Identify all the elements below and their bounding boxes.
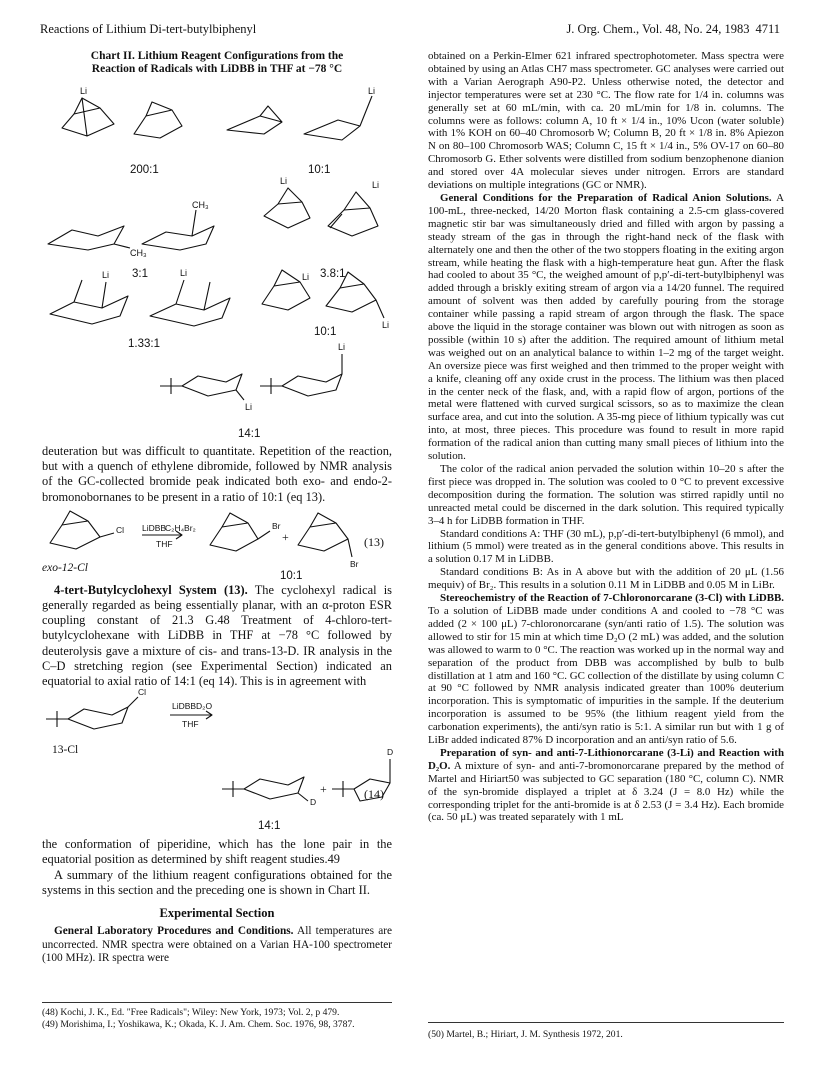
- paragraph: [428, 192, 784, 463]
- run-in-heading: Stereochemistry of the Reaction of 7-Chloronorcarane (3-Cl) with LiDBB.: [440, 592, 784, 605]
- ratio-label: 14:1: [238, 428, 261, 440]
- paragraph-body: The cyclohexyl radical is generally regarded as being essentially planar, with an α-proton ESR coupling constant of 21.3 G.48 Treatment of 4-chloro-tert-butylcyclohexane with LiDBB in THF at −78 °C followed by deuterolysis gave a mixture of cis- and trans-13-D. IR analysis in the C–D stretching region (see Experimental Section) indicated an equatorial to axial ratio of 14:1 (eq 14). This is in agreement with: [42, 582, 393, 689]
- right-column: [428, 50, 784, 824]
- li-label: Li: [80, 86, 88, 96]
- tert-butylcyclohexane-structure: [260, 354, 342, 396]
- paragraph: deuteration but was difficult to quantitate. Repetition of the reaction, but with a quench of ethylene dibromide, followed by NMR analysis of the GC-collected bromide peak indicated both exo- and endo-2-bromonobornanes to be present in a ratio of 10:1 (eq 13).: [42, 444, 392, 504]
- paragraph: Standard conditions B: As in A above but with the addition of 20 μL (1.56 mequiv) of Br₂. This results in a solution 0.11 M in LiDBB and 0.05 M in LiBr.: [428, 566, 784, 592]
- compound-label: exo-12-Cl: [42, 561, 88, 574]
- footnote-48: (48) Kochi, J. K., Ed. "Free Radicals"; Wiley: New York, 1973; Vol. 2, p 479.: [42, 1007, 340, 1018]
- plus-sign: +: [320, 782, 327, 797]
- paragraph-body: To a solution of LiDBB made under conditions A and cooled to −78 °C was added (2 × 100 μL) 7-chloronorcarane (syn/anti ratio of 1.5). The solution was allowed to stir for 15 min at which time D₂O (2 mL) was added, and the solution was allowed to warm to 0 °C. The reaction was worked up in the normal way and separation of the product from DBB was accomplished by bulb to bulb distillation at 1 atm and 160 °C. GC collection of the distillate by using column C at 90 °C followed by NMR analysis indicated greater than 100% deuterium incorporation. This is symptomatic of impurities in the sample. If the deuterium incorporation is assumed to be 95% (the lithium reagent yield from the carbonation experiments), the anti/syn ratio is 5:1. A similar run but with 1 g of LiBr added indicated 87% D incorporation and an anti/syn ratio of 5.6.: [428, 604, 784, 747]
- run-in-heading: 4-tert-Butylcyclohexyl System (13).: [54, 582, 248, 597]
- li-label: Li: [302, 272, 310, 282]
- norbornane-structure: [62, 98, 114, 136]
- cl-label: Cl: [138, 687, 147, 698]
- br-label: Br: [350, 558, 359, 569]
- ch3-label: CH₃: [130, 248, 147, 258]
- chart-title-line-1: Chart II. Lithium Reagent Configurations from the: [90, 50, 344, 62]
- footnotes-right: [428, 1022, 784, 1041]
- paragraph-body: A mixture of syn- and anti-7-bromonorcarane prepared by the method of Martel and Hiriart50 was subjected to GC separation (180 °C, column C). NMR of the syn-bromide displayed a triplet at δ 3.24 (J = 8.0 Hz) while the corresponding triplet for the anti-bromide is at δ 2.53 (J = 3.4 Hz). Each bromide (ca. 50 μL) was treated separately with 1 mL: [428, 759, 784, 824]
- running-header: [40, 22, 780, 40]
- paragraph: [42, 583, 392, 689]
- equation-14: [42, 689, 392, 837]
- li-label: Li: [245, 402, 253, 412]
- footnote-49: (49) Morishima, I.; Yoshikawa, K.; Okada, K. J. Am. Chem. Soc. 1976, 98, 3787.: [42, 1018, 355, 1030]
- li-label: Li: [372, 180, 380, 190]
- ratio-label: 10:1: [314, 326, 337, 338]
- chart-title: [42, 50, 392, 76]
- cyclohexane-structure: [48, 226, 130, 250]
- chart-structures: [42, 76, 392, 444]
- li-label: Li: [382, 320, 390, 330]
- solvent-thf: THF: [182, 719, 199, 730]
- page-number: 4711: [755, 22, 780, 36]
- paragraph: [42, 925, 392, 965]
- equation-13-drawing: [42, 505, 392, 583]
- paragraph: the conformation of piperidine, which has the lone pair in the equatorial position as determined by shift reagent studies.49: [42, 837, 392, 867]
- reagent-lidbb: LiDBB: [142, 522, 167, 533]
- li-label: Li: [338, 342, 346, 352]
- benzonorbornene-structure: [50, 280, 128, 324]
- paragraph: A summary of the lithium reagent configurations obtained for the systems in this section and the preceding one is shown in Chart II.: [42, 867, 392, 897]
- header-journal-info: [560, 22, 780, 40]
- run-in-heading: General Conditions for the Preparation of Radical Anion Solutions.: [440, 191, 772, 204]
- ratio-label: 200:1: [130, 164, 159, 176]
- paragraph: [428, 592, 784, 747]
- reagent-lidbb: LiDBB: [172, 701, 197, 712]
- run-in-heading: Preparation of syn- and anti-7-Lithionorcarane (3-Li) and Reaction with D₂O.: [428, 746, 784, 772]
- plus-sign: +: [282, 529, 289, 544]
- paragraph-body: All temperatures are uncorrected. NMR spectra were obtained on a Varian HA-100 spectrometer (100 MHz). IR spectra were: [42, 925, 393, 965]
- br-label: Br: [272, 520, 281, 531]
- chart-title-line-2: Reaction of Radicals with LiDBB in THF at −78 °C: [91, 63, 343, 75]
- header-title: Reactions of Lithium Di-tert-butylbiphenyl: [40, 22, 257, 36]
- paragraph: Standard conditions A: THF (30 mL), p,p′-di-tert-butylbiphenyl (6 mmol), and lithium (5 mmol) were treated as in the general conditions above. This results in a solution 0.17 M in LiDBB.: [428, 527, 784, 566]
- paragraph-body: A 100-mL, three-necked, 14/20 Morton flask containing a 2.5-cm glass-covered magnetic stir bar was simultaneously dried and filled with argon by passing a steady stream of the gas in through the right-hand neck of the flask with alternately one and then the other of the two stoppers floating in the exiting argon stream, while heating the flask with a high-temperature heat gun. After the flask had cooled to about 35 °C, the weighed amount of p,p′-di-tert-butylbiphenyl was added through a briskly exiting stream of argon via a 14/20 funnel. The required amount of solvent was then added by carefully pouring from the storage container while passing a rapid stream of argon through the flask. The space above the liquid in the storage container was blown out with nitrogen as soon as possible (within 10 s) after the addition. The required amount of lithium metal was weighed out on an analytical balance to within 1–2 mg of the target weight. An oversize piece was first weighed and then trimmed to the proper weight with a knife, cleaning off any oxide crust in the process. The lithium was then placed in the center neck of the flask, and, with a rapid flow of argon, portions of the metal were flattened with curved surgical scissors, so as to maximize the clean surface area, and cut into the solution. A 35-mg piece of lithium typically was cut into, at most, three pieces. This procedure was found to result in more rapid formation of the radical anion than cutting many small pieces of lithium into the solution.: [428, 191, 784, 463]
- reagent-c2h4br2: C₂H₄Br₂: [165, 522, 196, 533]
- ratio-label: 3.8:1: [320, 268, 346, 280]
- ratio-label: 1.33:1: [128, 338, 160, 350]
- equation-14-drawing: [42, 689, 392, 837]
- equation-number: (14): [364, 787, 384, 802]
- journal-citation: J. Org. Chem., Vol. 48, No. 24, 1983: [566, 22, 750, 36]
- ratio-label: 14:1: [258, 820, 281, 833]
- section-heading: Experimental Section: [159, 906, 275, 921]
- paragraph: The color of the radical anion pervaded the solution within 10–20 s after the first piece was dropped in. The solution was cooled to 0 °C to prevent excessive decomposition during the formation. The solution was stirred rapidly until no unreacted metal could be discerned in the dark solution. This required typically 3–4 h for LiDBB formation in THF.: [428, 463, 784, 527]
- bicyclic-structure: [264, 188, 310, 228]
- benzonorbornene-structure: [150, 280, 230, 326]
- equation-number: (13): [364, 534, 384, 549]
- cyclohexane-structure: [142, 210, 214, 250]
- paragraph: [428, 747, 784, 824]
- li-label: Li: [102, 270, 110, 280]
- ch3-label: CH₃: [192, 200, 209, 210]
- left-column: [42, 50, 392, 965]
- footnotes-left: [42, 1002, 392, 1030]
- reagent-d2o: D₂O: [196, 701, 213, 712]
- li-label: Li: [280, 176, 288, 186]
- ratio-label: 10:1: [308, 164, 331, 176]
- li-label: Li: [180, 268, 188, 278]
- equation-13: [42, 505, 392, 583]
- cl-label: Cl: [116, 524, 125, 535]
- footnote-50: (50) Martel, B.; Hiriart, J. M. Synthesis 1972, 201.: [428, 1029, 623, 1040]
- li-label: Li: [368, 86, 376, 96]
- cyclopropane-structure: [227, 106, 282, 134]
- solvent-thf: THF: [156, 538, 173, 549]
- d-label: D: [387, 747, 394, 758]
- d-label: D: [310, 797, 317, 808]
- paragraph: obtained on a Perkin-Elmer 621 infrared spectrophotometer. Mass spectra were obtained by using an Atlas CH7 mass spectrometer. GC analyses were carried out with a Varian Aerograph A90-P2. Unless otherwise noted, the detector and injector temperatures were set at 230 °C. The flow rate for 1/4 in. columns was generally set at 60 mL/min, with ca. 20 mL/min for 1/8 in. columns. The columns were as follows: column A, 10 ft × 1/4 in., 10% Ucon (water soluble) with 1% KOH on 60–40 Chromosorb W; Column B, 20 ft × 1/8 in. 8% Apiezon N on 80–100 Chromosorb WAS; Column C, 15 ft × 1/4 in., 5% OV-17 on 60–80 Chromosorb G. Ether solvents were distilled from sodium benzophenone dianion and stored over 4A molecular sieves under nitrogen. Errors are standard deviations on multiple integrations (GC or NMR).: [428, 50, 784, 192]
- norbornane-structure: [134, 102, 182, 138]
- run-in-heading: General Laboratory Procedures and Conditions.: [54, 925, 294, 938]
- ratio-label: 10:1: [280, 569, 303, 582]
- ratio-label: 3:1: [132, 268, 148, 280]
- left-body-text: [42, 444, 392, 965]
- structure-drawings: [42, 76, 392, 444]
- tert-butylcyclohexane-structure: [160, 374, 244, 400]
- cyclopropane-structure: [304, 96, 372, 140]
- bicyclic-structure: [328, 192, 378, 236]
- compound-label: 13-Cl: [52, 744, 79, 757]
